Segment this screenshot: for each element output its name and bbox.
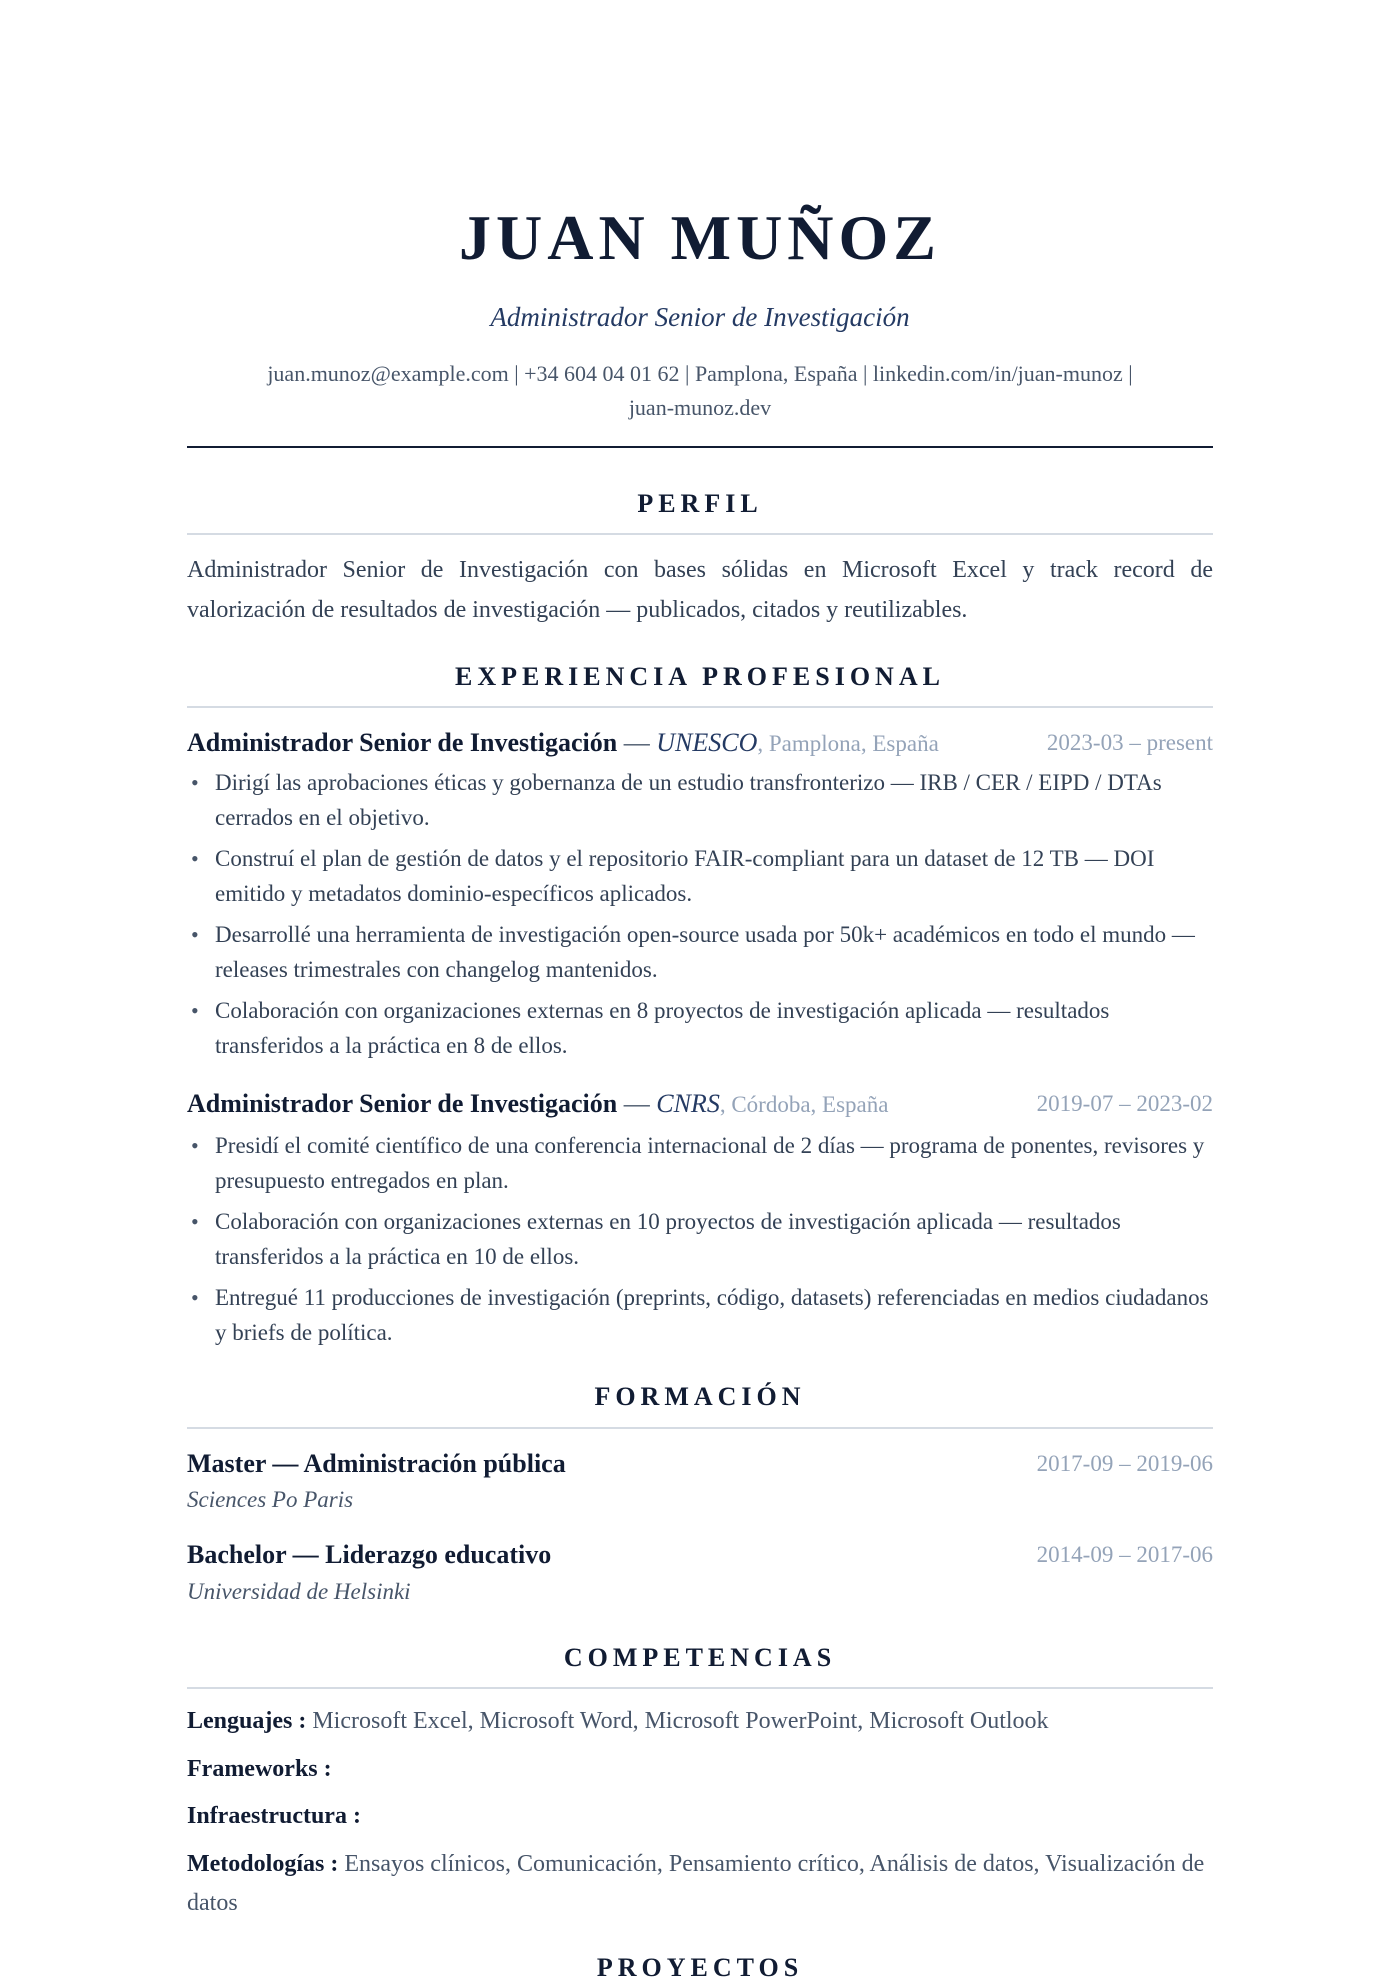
list-item: • Dirigí las aprobaciones éticas y gobernanza de un estudio transfronterizo — IRB / CER / EIPD / DTAs cerrados en el objetivo. xyxy=(187,765,1213,835)
contact-line-1: juan.munoz@example.com | +34 604 04 01 62 | Pamplona, España | linkedin.com/in/juan-munoz | xyxy=(267,361,1133,386)
skill-label: Metodologías : xyxy=(187,1851,339,1877)
job-separator: — xyxy=(623,728,650,757)
bullet-icon: • xyxy=(191,770,199,795)
contact-info xyxy=(187,357,1213,425)
skill-row-languages xyxy=(187,1702,1213,1741)
candidate-role: Administrador Senior de Investigación xyxy=(490,302,910,332)
education-school: Universidad de Helsinki xyxy=(187,1579,411,1604)
section-title-skills: COMPETENCIAS xyxy=(563,1643,837,1672)
bullet-icon: • xyxy=(191,998,199,1023)
skill-row-frameworks xyxy=(187,1750,1213,1789)
section-divider-experience xyxy=(187,706,1213,708)
bullet-icon: • xyxy=(191,1133,199,1158)
list-item: • Colaboración con organizaciones externas en 10 proyectos de investigación aplicada — resultados transferidos a la práctica en 10 de ellos. xyxy=(187,1204,1213,1274)
section-divider-education xyxy=(187,1427,1213,1429)
list-item: • Desarrollé una herramienta de investigación open-source usada por 50k+ académicos en todo el mundo — releases trimestrales con changelog mantenidos. xyxy=(187,917,1213,987)
job-bullets xyxy=(187,765,1213,1069)
education-degree: Master — Administración pública 2017-09 – 2019-06 xyxy=(187,1447,1213,1481)
section-title-projects: PROYECTOS xyxy=(596,1953,804,1982)
job-title: Administrador Senior de Investigación xyxy=(187,728,618,757)
skill-value: Ensayos clínicos, Comunicación, Pensamiento crítico, Análisis de datos, Visualización de datos xyxy=(187,1851,1205,1916)
section-title-education: FORMACIÓN xyxy=(594,1382,806,1411)
job-title: Administrador Senior de Investigación xyxy=(187,1089,618,1118)
job-header xyxy=(187,726,1213,761)
job-bullets xyxy=(187,1128,1213,1356)
job-organization: UNESCO xyxy=(656,728,758,757)
education-degree: Bachelor — Liderazgo educativo 2014-09 – 2017-06 xyxy=(187,1538,1213,1572)
job-header xyxy=(187,1087,1213,1122)
bullet-icon: • xyxy=(191,922,199,947)
job-dates: 2019-07 – 2023-02 xyxy=(1036,1091,1213,1116)
skill-label: Lenguajes : xyxy=(187,1708,307,1734)
bullet-icon: • xyxy=(191,846,199,871)
section-divider-skills xyxy=(187,1687,1213,1689)
skill-value: Microsoft Excel, Microsoft Word, Microsoft PowerPoint, Microsoft Outlook xyxy=(312,1708,1049,1734)
job-organization: CNRS xyxy=(656,1089,720,1118)
header-divider xyxy=(187,446,1213,448)
section-divider-profile xyxy=(187,533,1213,535)
list-item: • Construí el plan de gestión de datos y el repositorio FAIR-compliant para un dataset de 12 TB — DOI emitido y metadatos dominio-específicos aplicados. xyxy=(187,841,1213,911)
job-separator: — xyxy=(623,1089,650,1118)
skill-row-methodologies xyxy=(187,1845,1213,1923)
job-location: , Córdoba, España xyxy=(719,1092,889,1117)
job-dates: 2023-03 – present xyxy=(1046,730,1213,755)
list-item: • Colaboración con organizaciones externas en 8 proyectos de investigación aplicada — resultados transferidos a la práctica en 8 de ellos. xyxy=(187,993,1213,1063)
section-title-experience: EXPERIENCIA PROFESIONAL xyxy=(455,662,945,691)
bullet-icon: • xyxy=(191,1209,199,1234)
skill-label: Frameworks : xyxy=(187,1756,332,1782)
list-item: • Entregué 11 producciones de investigación (preprints, código, datasets) referenciadas en medios ciudadanos y briefs de política. xyxy=(187,1280,1213,1350)
profile-summary: Administrador Senior de Investigación con bases sólidas en Microsoft Excel y track record de valorización de resultados de investigación — publicados, citados y reutilizables. xyxy=(187,557,1213,623)
list-item: • Presidí el comité científico de una conferencia internacional de 2 días — programa de ponentes, revisores y presupuesto entregados en plan. xyxy=(187,1128,1213,1198)
candidate-name: JUAN MUÑOZ xyxy=(459,202,941,273)
contact-line-2: juan-munoz.dev xyxy=(628,395,772,420)
skill-label: Infraestructura : xyxy=(187,1803,361,1829)
job-location: , Pamplona, España xyxy=(757,731,939,756)
section-title-profile: PERFIL xyxy=(637,489,763,518)
education-school: Sciences Po Paris xyxy=(187,1487,354,1512)
bullet-icon: • xyxy=(191,1285,199,1310)
skill-row-infrastructure xyxy=(187,1797,1213,1836)
education-dates: 2017-09 – 2019-06 xyxy=(1036,1451,1213,1476)
education-dates: 2014-09 – 2017-06 xyxy=(1036,1542,1213,1567)
